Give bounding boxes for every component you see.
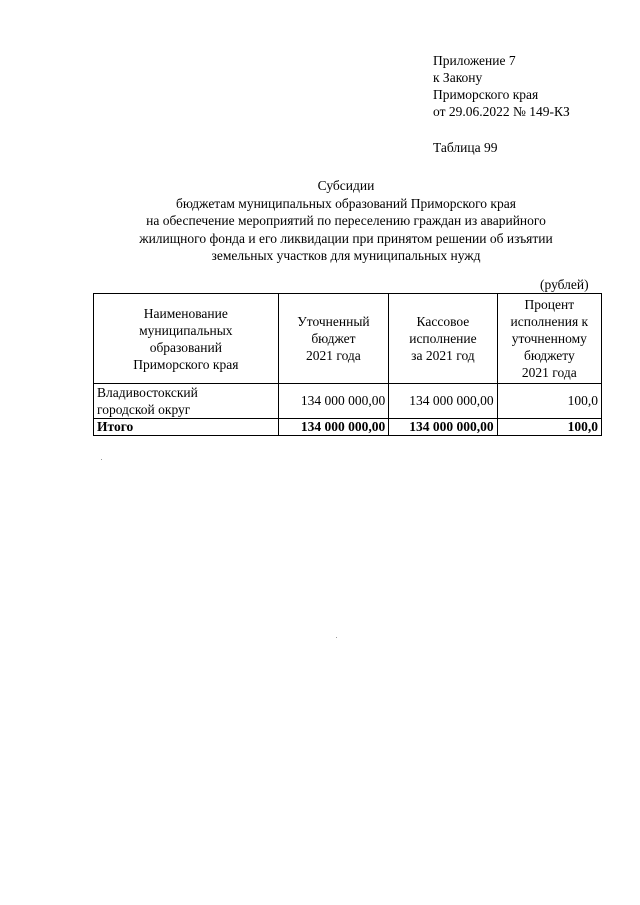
- appendix-line: Приморского края: [433, 87, 539, 102]
- table-row: [94, 384, 602, 419]
- units-label: (рублей): [540, 277, 589, 292]
- cell-total-label: Итого: [94, 419, 279, 436]
- title-line: Субсидии: [317, 178, 375, 193]
- cell-total-budget: 134 000 000,00: [278, 419, 389, 436]
- table-number: Таблица 99: [433, 140, 498, 155]
- cell-execution: 134 000 000,00: [389, 384, 497, 419]
- document-title: [90, 177, 602, 265]
- cell-percent: 100,0: [497, 384, 601, 419]
- header-percent: Процент исполнения к уточненному бюджету 2021 года: [497, 294, 601, 384]
- table-total-row: [94, 419, 602, 436]
- appendix-block: [433, 52, 570, 120]
- subsidy-table: [93, 293, 602, 436]
- table-header-row: [94, 294, 602, 384]
- cell-municipality: Владивостокский городской округ: [94, 384, 279, 419]
- header-municipality: Наименование муниципальных образований Приморского края: [94, 294, 279, 384]
- title-line: на обеспечение мероприятий по переселению граждан из аварийного: [146, 213, 546, 228]
- title-line: бюджетам муниципальных образований Приморского края: [176, 195, 516, 211]
- cell-budget: 134 000 000,00: [278, 384, 389, 419]
- scan-speck: [101, 459, 102, 460]
- appendix-line: от 29.06.2022 № 149-КЗ: [433, 104, 570, 119]
- cell-total-execution: 134 000 000,00: [389, 419, 497, 436]
- header-budget: Уточненный бюджет 2021 года: [278, 294, 389, 384]
- title-line: жилищного фонда и его ликвидации при принятом решении об изъятии: [139, 230, 553, 246]
- appendix-line: Приложение 7: [433, 53, 516, 68]
- header-execution: Кассовое исполнение за 2021 год: [389, 294, 497, 384]
- title-line: земельных участков для муниципальных нужд: [211, 248, 481, 263]
- cell-total-percent: 100,0: [497, 419, 601, 436]
- appendix-line: к Закону: [433, 70, 483, 85]
- scan-speck: [336, 637, 337, 638]
